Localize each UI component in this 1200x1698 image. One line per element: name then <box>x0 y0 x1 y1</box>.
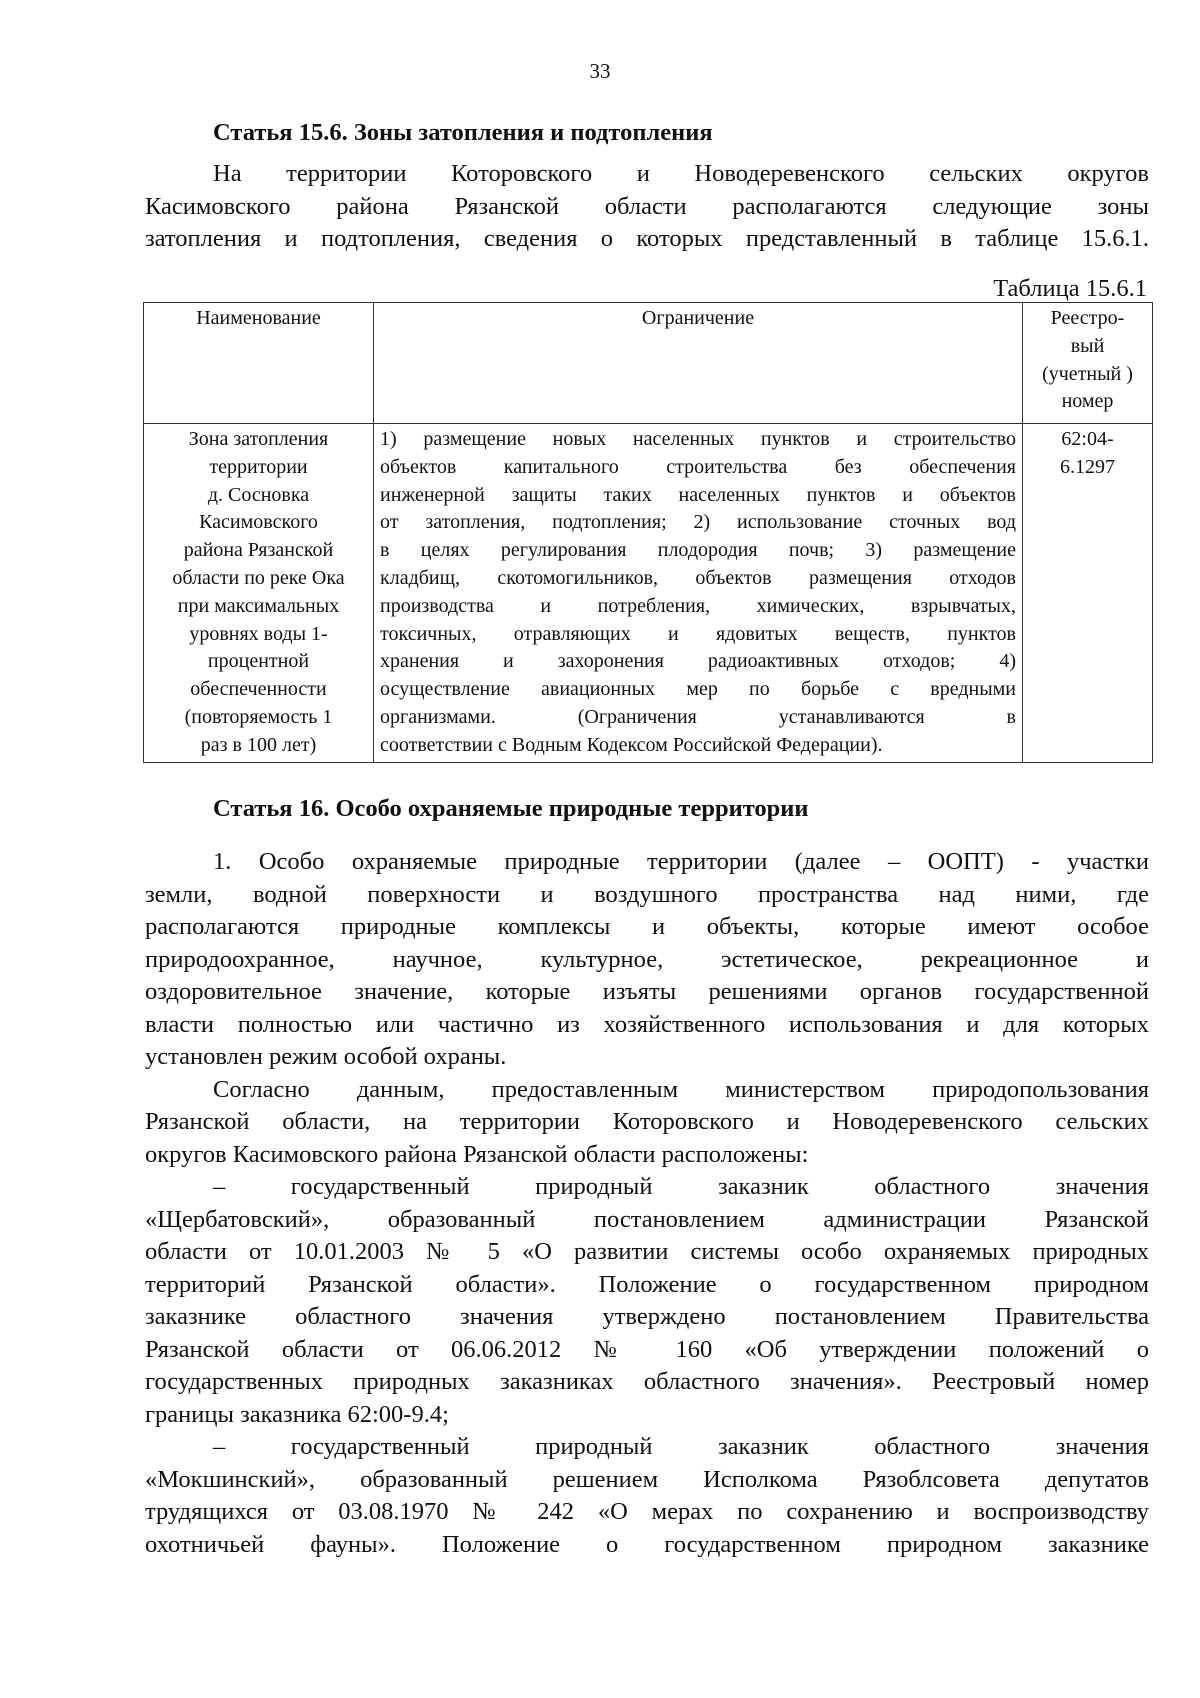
text-line: власти полностью или частично из хозяйственного использования и для которых <box>145 1010 1149 1038</box>
cell-line: соответствии с Водным Кодексом Российской Федерации). <box>380 733 883 756</box>
cell-registry-number <box>1023 424 1153 763</box>
cell-line: уровнях воды 1- <box>189 622 328 645</box>
text-line: На территории Которовского и Новодеревенского сельских округов <box>213 160 1149 187</box>
cell-line: токсичных, отравляющих и ядовитых веществ, пунктов <box>380 622 1016 645</box>
section-16-body <box>145 846 1149 1561</box>
text-line: земли, водной поверхности и воздушного пространства над ними, где <box>145 880 1149 908</box>
text-line: границы заказника 62:00-9.4; <box>145 1400 449 1428</box>
text-line: располагаются природные комплексы и объекты, которые имеют особое <box>145 913 1149 940</box>
text-line: округов Касимовского района Рязанской области расположены: <box>145 1140 809 1168</box>
section-15-6-intro <box>145 158 1149 256</box>
header-line: Реестро- <box>1050 307 1125 329</box>
section-15-6-heading: Статья 15.6. Зоны затопления и подтопления <box>213 119 713 146</box>
text-line: 1. Особо охраняемые природные территории (далее – ООПТ) - участки <box>213 848 1149 875</box>
cell-line: территории <box>209 455 308 478</box>
text-line: «Щербатовский», образованный постановлением администрации Рязанской <box>145 1205 1149 1233</box>
cell-line: в целях регулирования плодородия почв; 3) размещение <box>380 539 1016 562</box>
page-number: 33 <box>589 59 611 83</box>
cell-line: производства и потребления, химических, взрывчатых, <box>380 594 1016 617</box>
text-line: Рязанской области от 06.06.2012 № 160 «Об утверждении положений о <box>145 1335 1149 1363</box>
cell-line: Касимовского <box>199 511 318 534</box>
cell-line: организмами. (Ограничения устанавливаются в <box>380 705 1016 728</box>
cell-line: осуществление авиационных мер по борьбе с вредными <box>380 678 1016 701</box>
table-caption: Таблица 15.6.1 <box>993 275 1147 302</box>
cell-line: 1) размещение новых населенных пунктов и строительство <box>380 428 1016 450</box>
cell-line: при максимальных <box>177 594 340 617</box>
text-line: Касимовского района Рязанской области располагаются следующие зоны <box>145 192 1149 220</box>
header-name: Наименование <box>144 303 374 424</box>
text-line: области от 10.01.2003 № 5 «О развитии системы особо охраняемых природных <box>145 1238 1149 1265</box>
text-line: природоохранное, научное, культурное, эстетическое, рекреационное и <box>145 945 1149 973</box>
text-line: государственных природных заказниках областного значения». Реестровый номер <box>145 1368 1149 1395</box>
header-restriction: Ограничение <box>374 303 1023 424</box>
text-line: «Мокшинский», образованный решением Исполкома Рязоблсовета депутатов <box>145 1465 1149 1493</box>
cell-line: 6.1297 <box>1060 455 1115 478</box>
cell-line: области по реке Ока <box>172 566 345 589</box>
cell-line: процентной <box>207 650 310 673</box>
text-line: – государственный природный заказник областного значения <box>213 1433 1149 1460</box>
text-line: установлен режим особой охраны. <box>145 1043 507 1070</box>
cell-line: 62:04- <box>1061 428 1114 450</box>
header-line: номер <box>1061 390 1114 413</box>
flood-zones-table <box>143 302 1153 763</box>
cell-line: обеспеченности <box>190 678 327 701</box>
text-line: оздоровительное значение, которые изъяты решениями органов государственной <box>145 978 1149 1005</box>
text-line: – государственный природный заказник областного значения <box>213 1173 1149 1200</box>
cell-line: д. Сосновка <box>207 483 310 506</box>
cell-line: хранения и захоронения радиоактивных отходов; 4) <box>380 650 1016 673</box>
text-line: охотничьей фауны». Положение о государственном природном заказнике <box>145 1530 1149 1558</box>
cell-line: раз в 100 лет) <box>200 733 317 756</box>
header-registry-number <box>1023 303 1153 424</box>
cell-line: инженерной защиты таких населенных пунктов и объектов <box>380 483 1016 506</box>
cell-line: кладбищ, скотомогильников, объектов размещения отходов <box>380 566 1016 589</box>
cell-line: района Рязанской <box>183 539 334 562</box>
text-line: Согласно данным, предоставленным министерством природопользования <box>213 1075 1149 1103</box>
cell-line: Зона затопления <box>188 428 329 450</box>
text-line: территорий Рязанской области». Положение о государственном природном <box>145 1270 1149 1298</box>
header-line: вый <box>1070 334 1105 357</box>
cell-restriction <box>374 424 1023 763</box>
cell-zone-name <box>144 424 374 763</box>
cell-line: (повторяемость 1 <box>184 705 333 728</box>
table-row <box>144 424 1153 763</box>
cell-line: от затопления, подтопления; 2) использование сточных вод <box>380 511 1016 534</box>
text-line: заказнике областного значения утверждено постановлением Правительства <box>145 1303 1149 1330</box>
text-line: Рязанской области, на территории Которовского и Новодеревенского сельских <box>145 1108 1149 1135</box>
section-16-heading: Статья 16. Особо охраняемые природные территории <box>213 795 809 822</box>
header-line: (учетный ) <box>1042 362 1133 385</box>
text-line: затопления и подтопления, сведения о которых представленный в таблице 15.6.1. <box>145 225 1149 252</box>
table-header-row <box>144 303 1153 424</box>
cell-line: объектов капитального строительства без обеспечения <box>380 455 1016 478</box>
text-line: трудящихся от 03.08.1970 № 242 «О мерах по сохранению и воспроизводству <box>145 1498 1149 1525</box>
